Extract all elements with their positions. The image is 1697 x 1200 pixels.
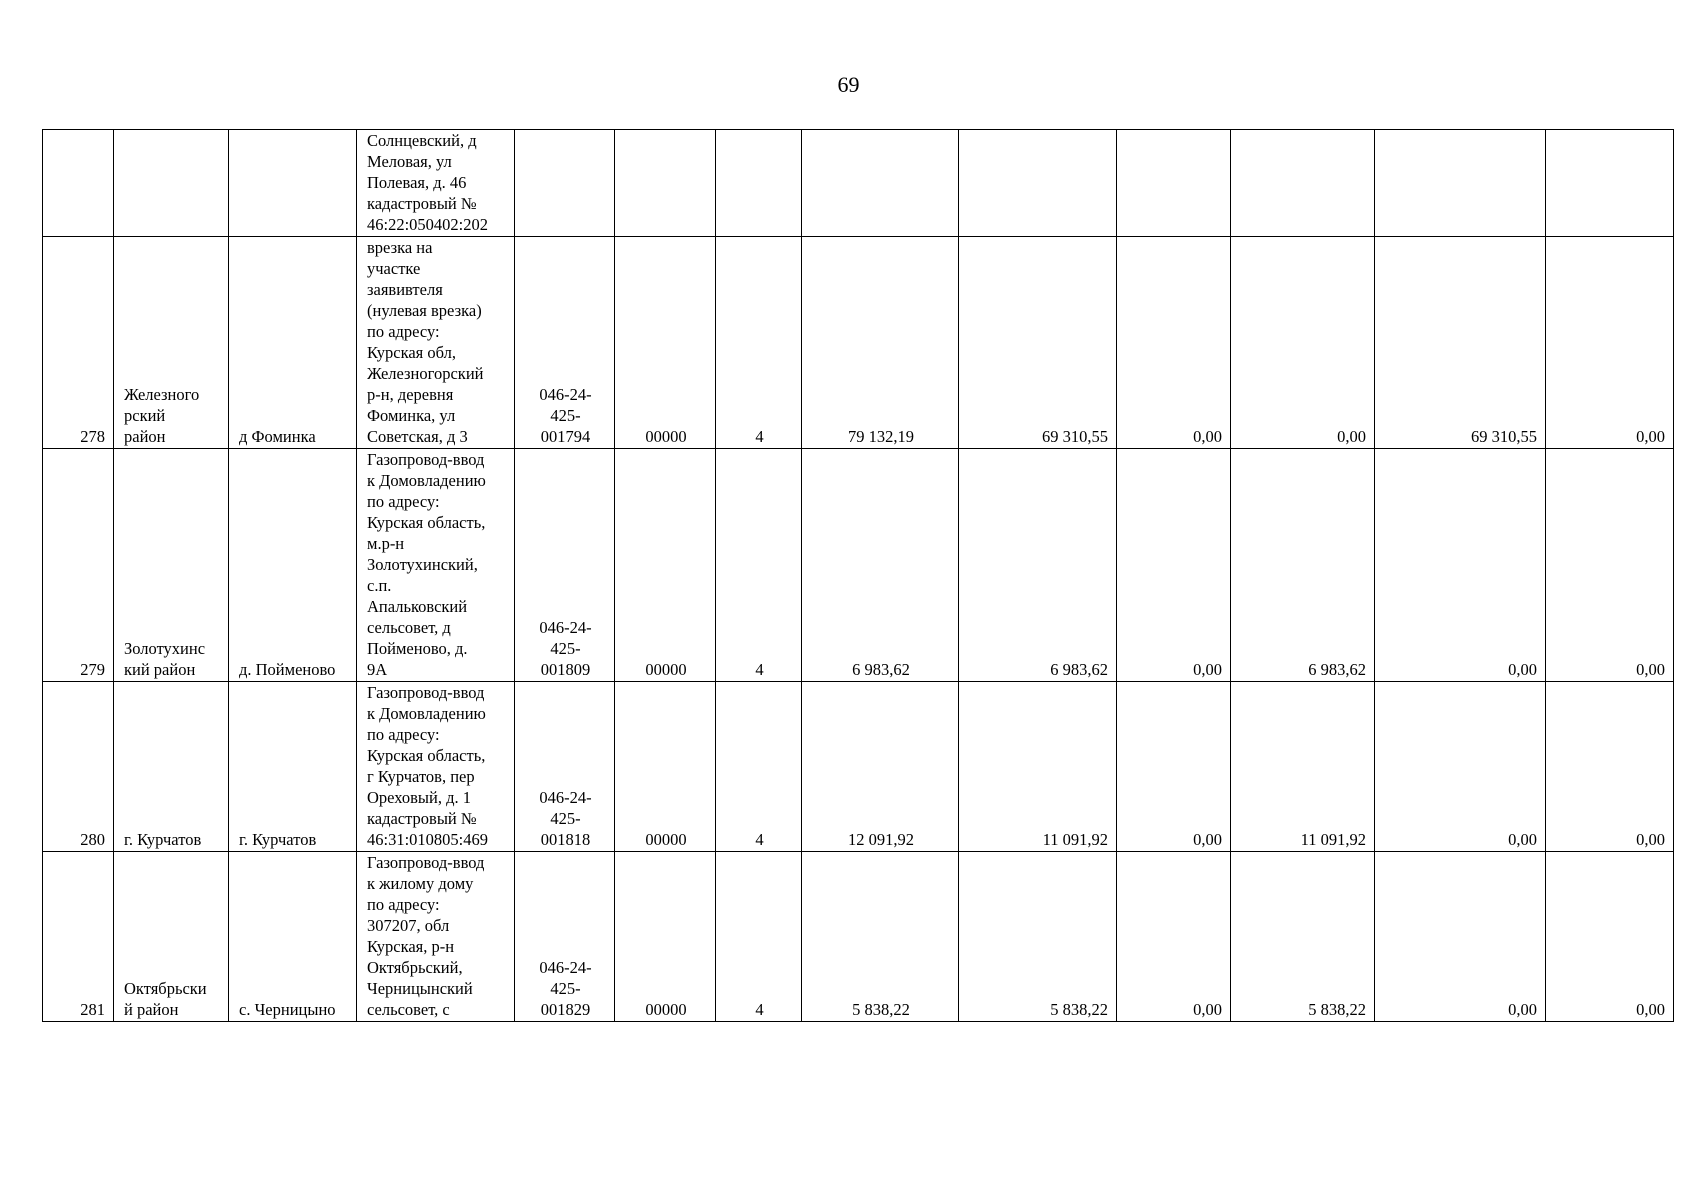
amount-2-cell: 6 983,62	[959, 449, 1117, 682]
amount-5-cell: 0,00	[1375, 449, 1546, 682]
amount-3-cell	[1117, 130, 1231, 237]
locality-cell: д. Пойменово	[229, 449, 357, 682]
description-cell: Солнцевский, д Меловая, ул Полевая, д. 46 кадастровый № 46:22:050402:202	[357, 130, 515, 237]
amount-2-cell: 11 091,92	[959, 682, 1117, 852]
amount-1-cell: 79 132,19	[802, 237, 959, 449]
amount-1-cell: 12 091,92	[802, 682, 959, 852]
locality-cell	[229, 130, 357, 237]
locality-cell: д Фоминка	[229, 237, 357, 449]
locality-cell: с. Черницыно	[229, 852, 357, 1022]
description-cell: врезка на участке заявивтеля (нулевая врезка) по адресу: Курская обл, Железногорский р-н, деревня Фоминка, ул Советская, д 3	[357, 237, 515, 449]
column-6-cell	[615, 130, 716, 237]
district-cell: Золотухинс кий район	[114, 449, 229, 682]
amount-3-cell: 0,00	[1117, 682, 1231, 852]
description-cell: Газопровод-ввод к Домовладению по адресу: Курская область, г Курчатов, пер Ореховый, д. 1 кадастровый № 46:31:010805:469	[357, 682, 515, 852]
amount-1-cell: 6 983,62	[802, 449, 959, 682]
locality-cell: г. Курчатов	[229, 682, 357, 852]
table-row	[43, 449, 1674, 682]
table-row	[43, 682, 1674, 852]
column-7-cell: 4	[716, 237, 802, 449]
page-number: 69	[837, 72, 860, 97]
amount-6-cell: 0,00	[1546, 449, 1674, 682]
amount-5-cell	[1375, 130, 1546, 237]
code-cell: 046-24- 425- 001809	[515, 449, 615, 682]
amount-6-cell: 0,00	[1546, 237, 1674, 449]
district-cell: Октябрьски й район	[114, 852, 229, 1022]
registry-table	[42, 129, 1674, 1022]
column-7-cell	[716, 130, 802, 237]
column-7-cell: 4	[716, 682, 802, 852]
column-7-cell: 4	[716, 449, 802, 682]
amount-2-cell: 5 838,22	[959, 852, 1117, 1022]
amount-6-cell	[1546, 130, 1674, 237]
code-cell	[515, 130, 615, 237]
amount-4-cell: 11 091,92	[1231, 682, 1375, 852]
table-row-continuation	[43, 130, 1674, 237]
code-cell: 046-24- 425- 001829	[515, 852, 615, 1022]
row-number-cell	[43, 130, 114, 237]
district-cell	[114, 130, 229, 237]
district-cell: Железного рский район	[114, 237, 229, 449]
table-row	[43, 852, 1674, 1022]
description-cell: Газопровод-ввод к Домовладению по адресу: Курская область, м.р-н Золотухинский, с.п. Апальковский сельсовет, д Пойменово, д. 9А	[357, 449, 515, 682]
district-cell: г. Курчатов	[114, 682, 229, 852]
amount-4-cell	[1231, 130, 1375, 237]
row-number-cell: 279	[43, 449, 114, 682]
amount-4-cell: 6 983,62	[1231, 449, 1375, 682]
amount-4-cell: 0,00	[1231, 237, 1375, 449]
amount-6-cell: 0,00	[1546, 682, 1674, 852]
column-6-cell: 00000	[615, 852, 716, 1022]
amount-2-cell: 69 310,55	[959, 237, 1117, 449]
column-7-cell: 4	[716, 852, 802, 1022]
amount-5-cell: 0,00	[1375, 682, 1546, 852]
row-number-cell: 278	[43, 237, 114, 449]
column-6-cell: 00000	[615, 682, 716, 852]
amount-6-cell: 0,00	[1546, 852, 1674, 1022]
amount-1-cell	[802, 130, 959, 237]
row-number-cell: 280	[43, 682, 114, 852]
amount-3-cell: 0,00	[1117, 237, 1231, 449]
column-6-cell: 00000	[615, 237, 716, 449]
column-6-cell: 00000	[615, 449, 716, 682]
amount-5-cell: 0,00	[1375, 852, 1546, 1022]
amount-3-cell: 0,00	[1117, 449, 1231, 682]
code-cell: 046-24- 425- 001794	[515, 237, 615, 449]
amount-3-cell: 0,00	[1117, 852, 1231, 1022]
amount-4-cell: 5 838,22	[1231, 852, 1375, 1022]
amount-5-cell: 69 310,55	[1375, 237, 1546, 449]
code-cell: 046-24- 425- 001818	[515, 682, 615, 852]
amount-2-cell	[959, 130, 1117, 237]
amount-1-cell: 5 838,22	[802, 852, 959, 1022]
row-number-cell: 281	[43, 852, 114, 1022]
description-cell: Газопровод-ввод к жилому дому по адресу: 307207, обл Курская, р-н Октябрьский, Черницынский сельсовет, с	[357, 852, 515, 1022]
table-row	[43, 237, 1674, 449]
